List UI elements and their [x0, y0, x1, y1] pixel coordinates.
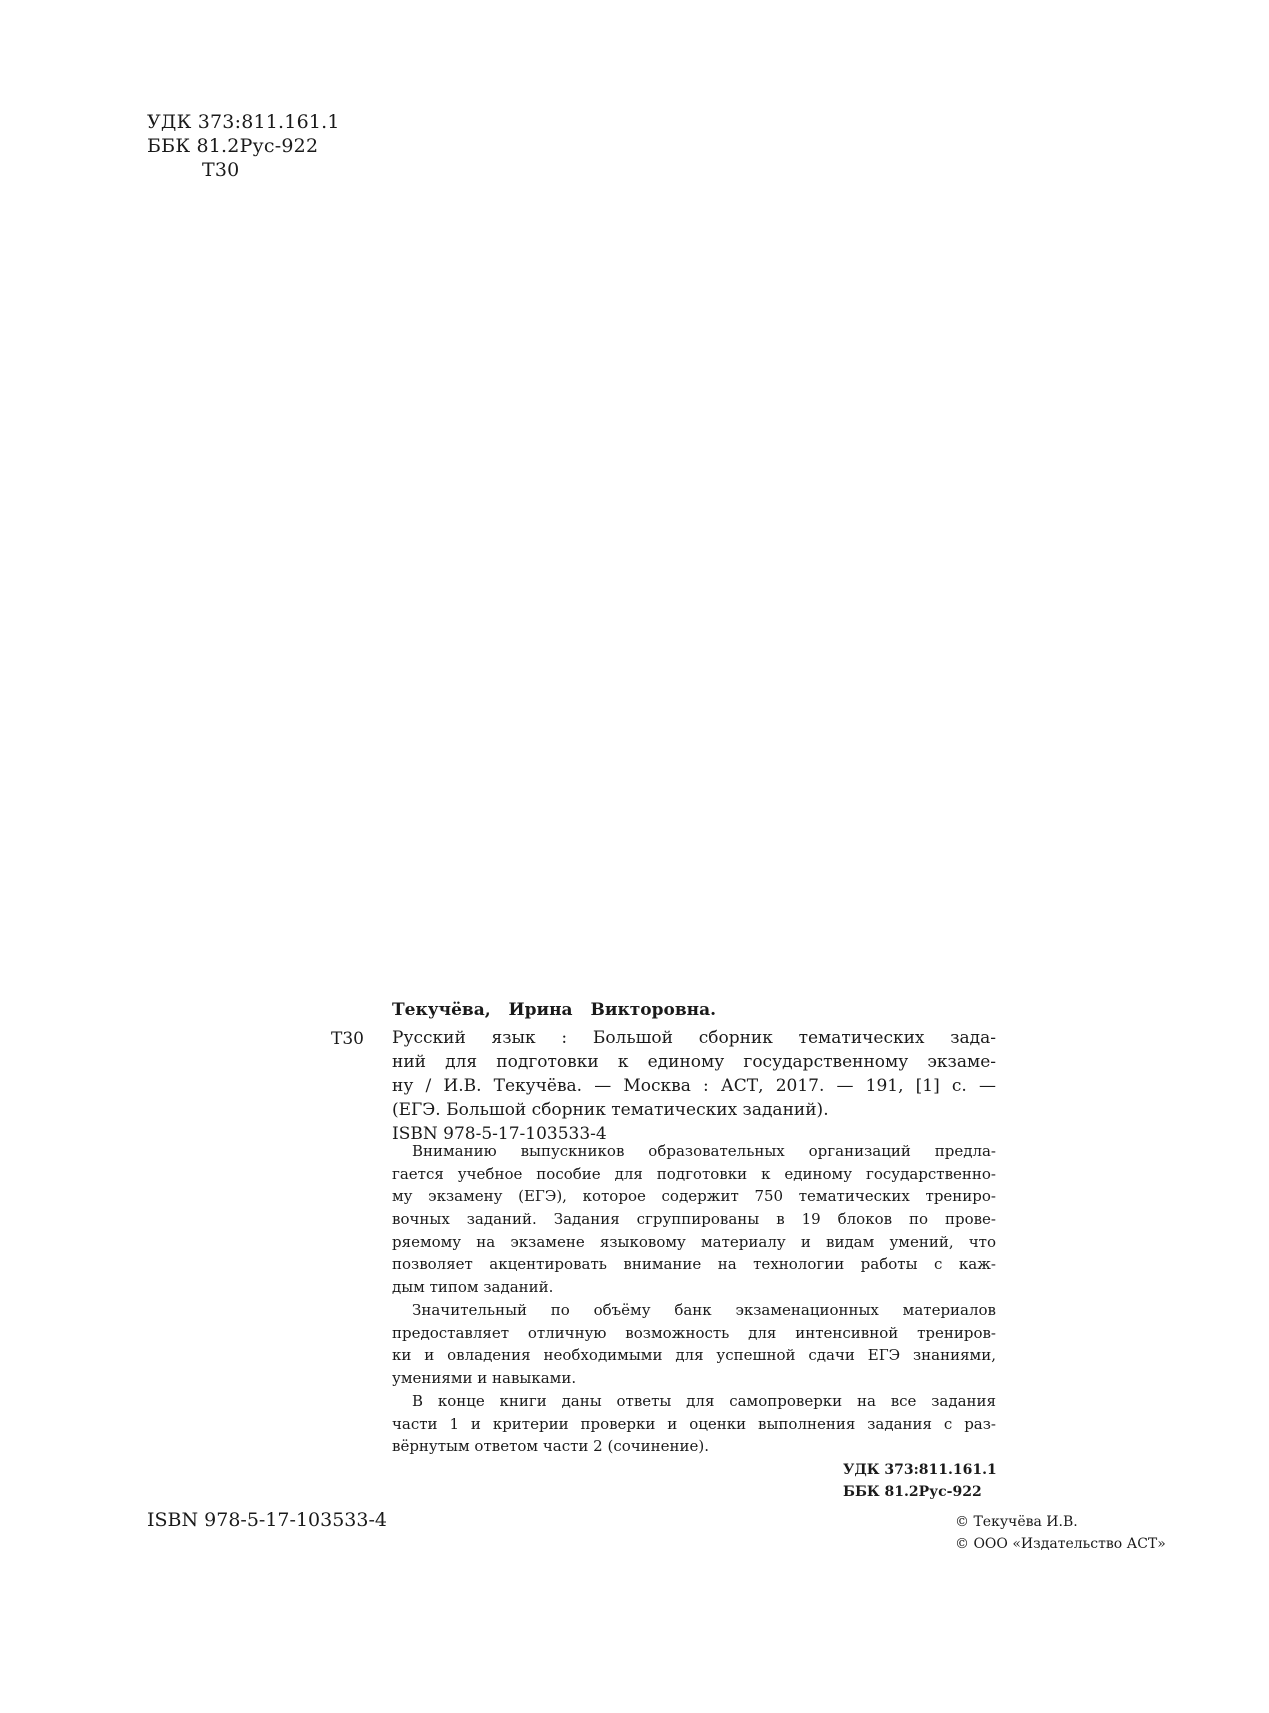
annotation-line: Вниманию выпускников образовательных организаций предла- [412, 1142, 996, 1160]
annotation-line: части 1 и критерии проверки и оценки выполнения задания с раз- [392, 1414, 996, 1433]
copyright-author: © Текучёва И.В. [955, 1514, 1078, 1530]
annotation-line: ки и овладения необходимыми для успешной сдачи ЕГЭ знаниями, [392, 1346, 996, 1365]
annotation-line: Значительный по объёму банк экзаменационных материалов [412, 1301, 996, 1319]
card-line: ну / И.В. Текучёва. — Москва : АСТ, 2017. — 191, [1] с. — [392, 1076, 996, 1096]
annotation-line: вёрнутым ответом части 2 (сочинение). [392, 1437, 710, 1456]
top-udk-code: УДК 373:811.161.1 [147, 111, 340, 133]
copyright-block [955, 1511, 1166, 1555]
annotation-line: дым типом заданий. [392, 1278, 554, 1297]
card-isbn: ISBN 978-5-17-103533-4 [392, 1124, 607, 1144]
annotation-line: предоставляет отличную возможность для интенсивной трениров- [392, 1323, 996, 1342]
top-classification-block [147, 110, 340, 182]
annotation-paragraph-3 [392, 1390, 996, 1458]
annotation-paragraph-2 [392, 1299, 996, 1390]
copyright-publisher: © ООО «Издательство АСТ» [955, 1536, 1166, 1552]
card-bibliographic-record [392, 1026, 996, 1146]
card-udk-code: УДК 373:811.161.1 [843, 1462, 997, 1478]
card-line: Русский язык : Большой сборник тематических зада- [392, 1028, 996, 1048]
annotation-line: вочных заданий. Задания сгруппированы в 19 блоков по прове- [392, 1210, 996, 1229]
card-author-mark: Т30 [331, 1029, 364, 1049]
annotation-line: В конце книги даны ответы для самопроверки на все задания [412, 1392, 996, 1410]
annotation-paragraph-1 [392, 1140, 996, 1299]
annotation-line: гается учебное пособие для подготовки к единому государственно- [392, 1164, 996, 1183]
card-bbk-code: ББК 81.2Рус-922 [843, 1484, 982, 1500]
annotation-line: му экзамену (ЕГЭ), которое содержит 750 тематических трениро- [392, 1187, 996, 1206]
annotation-line: позволяет акцентировать внимание на технологии работы с каж- [392, 1255, 996, 1274]
card-line: (ЕГЭ. Большой сборник тематических заданий). [392, 1100, 829, 1120]
card-line: ний для подготовки к единому государственному экзаме- [392, 1052, 996, 1072]
top-bbk-code: ББК 81.2Рус-922 [147, 135, 319, 157]
card-classification-block [843, 1459, 997, 1503]
footer-isbn: ISBN 978-5-17-103533-4 [147, 1509, 387, 1531]
top-author-mark: Т30 [202, 159, 240, 181]
annotation-line: ряемому на экзамене языковому материалу и видам умений, что [392, 1232, 996, 1251]
annotation-line: умениями и навыками. [392, 1369, 577, 1388]
card-author: Текучёва, Ирина Викторовна. [392, 1000, 717, 1020]
